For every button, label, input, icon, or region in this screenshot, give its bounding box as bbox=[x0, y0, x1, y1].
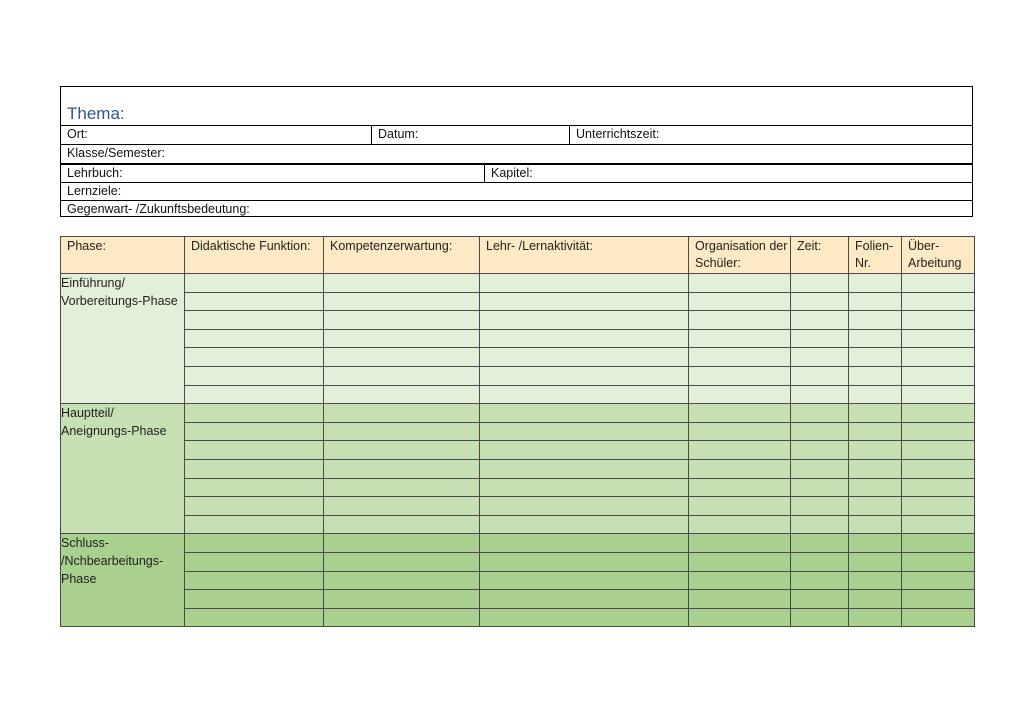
column-header-phase: Phase: bbox=[61, 237, 185, 274]
column-header-organisation: Organisation der Schüler: bbox=[689, 237, 791, 274]
entry-cell[interactable] bbox=[324, 552, 480, 571]
entry-cell[interactable] bbox=[689, 404, 791, 423]
column-header-folien-nr: Folien-Nr. bbox=[849, 237, 902, 274]
entry-cell[interactable] bbox=[480, 478, 689, 497]
entry-cell[interactable] bbox=[185, 571, 324, 590]
entry-cell[interactable] bbox=[324, 608, 480, 627]
table-row bbox=[61, 404, 975, 423]
entry-cell[interactable] bbox=[324, 366, 480, 385]
entry-cell[interactable] bbox=[849, 497, 902, 516]
lehrbuch-label: Lehrbuch: bbox=[67, 166, 123, 180]
table-row bbox=[61, 571, 975, 590]
entry-cell[interactable] bbox=[689, 422, 791, 441]
unterrichtszeit-field[interactable] bbox=[569, 126, 972, 144]
entry-cell[interactable] bbox=[902, 590, 975, 609]
entry-cell[interactable] bbox=[902, 459, 975, 478]
entry-cell[interactable] bbox=[902, 329, 975, 348]
entry-cell[interactable] bbox=[480, 422, 689, 441]
lehrbuch-field[interactable] bbox=[61, 165, 484, 182]
entry-cell[interactable] bbox=[849, 366, 902, 385]
entry-cell[interactable] bbox=[902, 478, 975, 497]
table-row bbox=[61, 422, 975, 441]
entry-cell[interactable] bbox=[185, 348, 324, 367]
entry-cell[interactable] bbox=[185, 404, 324, 423]
table-row bbox=[61, 311, 975, 330]
entry-cell[interactable] bbox=[791, 348, 849, 367]
entry-cell[interactable] bbox=[902, 441, 975, 460]
table-row bbox=[61, 497, 975, 516]
table-row bbox=[61, 515, 975, 534]
entry-cell[interactable] bbox=[849, 441, 902, 460]
entry-cell[interactable] bbox=[324, 590, 480, 609]
entry-cell[interactable] bbox=[324, 515, 480, 534]
entry-cell[interactable] bbox=[185, 274, 324, 293]
entry-cell[interactable] bbox=[689, 571, 791, 590]
entry-cell[interactable] bbox=[324, 441, 480, 460]
lesson-header-box bbox=[60, 86, 973, 217]
entry-cell[interactable] bbox=[689, 608, 791, 627]
entry-cell[interactable] bbox=[849, 459, 902, 478]
entry-cell[interactable] bbox=[902, 404, 975, 423]
table-row bbox=[61, 441, 975, 460]
entry-cell[interactable] bbox=[791, 329, 849, 348]
column-header-ueberarbeitung: Über-Arbeitung bbox=[902, 237, 975, 274]
entry-cell[interactable] bbox=[185, 441, 324, 460]
entry-cell[interactable] bbox=[791, 441, 849, 460]
entry-cell[interactable] bbox=[480, 571, 689, 590]
column-header-zeit: Zeit: bbox=[791, 237, 849, 274]
entry-cell[interactable] bbox=[902, 274, 975, 293]
entry-cell[interactable] bbox=[849, 552, 902, 571]
lehrbuch-kapitel-row bbox=[61, 163, 972, 182]
table-row bbox=[61, 552, 975, 571]
entry-cell[interactable] bbox=[480, 441, 689, 460]
entry-cell[interactable] bbox=[480, 404, 689, 423]
unterrichtszeit-label: Unterrichtszeit: bbox=[576, 127, 660, 141]
entry-cell[interactable] bbox=[689, 385, 791, 404]
entry-cell[interactable] bbox=[480, 534, 689, 553]
table-row bbox=[61, 459, 975, 478]
table-row bbox=[61, 385, 975, 404]
entry-cell[interactable] bbox=[185, 459, 324, 478]
entry-cell[interactable] bbox=[480, 385, 689, 404]
table-row bbox=[61, 366, 975, 385]
entry-cell[interactable] bbox=[849, 571, 902, 590]
thema-label: Thema: bbox=[67, 104, 125, 123]
entry-cell[interactable] bbox=[689, 441, 791, 460]
entry-cell[interactable] bbox=[324, 311, 480, 330]
entry-cell[interactable] bbox=[324, 329, 480, 348]
entry-cell[interactable] bbox=[480, 515, 689, 534]
entry-cell[interactable] bbox=[689, 459, 791, 478]
entry-cell[interactable] bbox=[791, 385, 849, 404]
entry-cell[interactable] bbox=[185, 590, 324, 609]
entry-cell[interactable] bbox=[480, 292, 689, 311]
bedeutung-field[interactable] bbox=[61, 201, 972, 217]
entry-cell[interactable] bbox=[480, 348, 689, 367]
entry-cell[interactable] bbox=[185, 515, 324, 534]
table-row bbox=[61, 329, 975, 348]
entry-cell[interactable] bbox=[902, 497, 975, 516]
entry-cell[interactable] bbox=[902, 608, 975, 627]
entry-cell[interactable] bbox=[185, 366, 324, 385]
entry-cell[interactable] bbox=[791, 534, 849, 553]
entry-cell[interactable] bbox=[791, 497, 849, 516]
entry-cell[interactable] bbox=[185, 497, 324, 516]
entry-cell[interactable] bbox=[902, 366, 975, 385]
entry-cell[interactable] bbox=[902, 422, 975, 441]
entry-cell[interactable] bbox=[791, 311, 849, 330]
table-row bbox=[61, 292, 975, 311]
entry-cell[interactable] bbox=[480, 590, 689, 609]
entry-cell[interactable] bbox=[791, 274, 849, 293]
entry-cell[interactable] bbox=[185, 311, 324, 330]
entry-cell[interactable] bbox=[185, 292, 324, 311]
table-row bbox=[61, 590, 975, 609]
entry-cell[interactable] bbox=[324, 274, 480, 293]
entry-cell[interactable] bbox=[324, 497, 480, 516]
klasse-label: Klasse/Semester: bbox=[67, 146, 165, 160]
table-row bbox=[61, 348, 975, 367]
entry-cell[interactable] bbox=[791, 590, 849, 609]
klasse-field[interactable] bbox=[61, 145, 972, 163]
entry-cell[interactable] bbox=[324, 404, 480, 423]
entry-cell[interactable] bbox=[849, 534, 902, 553]
entry-cell[interactable] bbox=[791, 478, 849, 497]
entry-cell[interactable] bbox=[185, 608, 324, 627]
entry-cell[interactable] bbox=[324, 292, 480, 311]
entry-cell[interactable] bbox=[849, 348, 902, 367]
entry-cell[interactable] bbox=[689, 329, 791, 348]
column-header-kompetenzerwartung: Kompetenzerwartung: bbox=[324, 237, 480, 274]
table-body bbox=[61, 274, 975, 627]
entry-cell[interactable] bbox=[185, 385, 324, 404]
column-header-didaktische-funktion: Didaktische Funktion: bbox=[185, 237, 324, 274]
entry-cell[interactable] bbox=[849, 422, 902, 441]
entry-cell[interactable] bbox=[902, 311, 975, 330]
entry-cell[interactable] bbox=[689, 366, 791, 385]
entry-cell[interactable] bbox=[185, 478, 324, 497]
kapitel-label: Kapitel: bbox=[491, 166, 533, 180]
entry-cell[interactable] bbox=[902, 534, 975, 553]
entry-cell[interactable] bbox=[185, 422, 324, 441]
column-header-lernaktivitaet: Lehr- /Lernaktivität: bbox=[480, 237, 689, 274]
lesson-plan-table bbox=[60, 236, 975, 627]
entry-cell[interactable] bbox=[902, 571, 975, 590]
entry-cell[interactable] bbox=[791, 366, 849, 385]
entry-cell[interactable] bbox=[791, 292, 849, 311]
entry-cell[interactable] bbox=[185, 552, 324, 571]
entry-cell[interactable] bbox=[791, 422, 849, 441]
entry-cell[interactable] bbox=[324, 459, 480, 478]
entry-cell[interactable] bbox=[849, 590, 902, 609]
ort-datum-zeit-row bbox=[61, 125, 972, 144]
lernziele-field[interactable] bbox=[61, 183, 972, 200]
entry-cell[interactable] bbox=[849, 404, 902, 423]
entry-cell[interactable] bbox=[902, 515, 975, 534]
entry-cell[interactable] bbox=[849, 385, 902, 404]
entry-cell[interactable] bbox=[689, 515, 791, 534]
entry-cell[interactable] bbox=[849, 608, 902, 627]
entry-cell[interactable] bbox=[689, 292, 791, 311]
entry-cell[interactable] bbox=[849, 311, 902, 330]
entry-cell[interactable] bbox=[480, 311, 689, 330]
entry-cell[interactable] bbox=[324, 571, 480, 590]
entry-cell[interactable] bbox=[480, 329, 689, 348]
phase-label-cell: Hauptteil/ Aneignungs-Phase bbox=[61, 404, 185, 534]
entry-cell[interactable] bbox=[902, 385, 975, 404]
entry-cell[interactable] bbox=[324, 385, 480, 404]
entry-cell[interactable] bbox=[480, 497, 689, 516]
lernziele-row bbox=[61, 182, 972, 200]
entry-cell[interactable] bbox=[689, 534, 791, 553]
entry-cell[interactable] bbox=[849, 478, 902, 497]
entry-cell[interactable] bbox=[791, 608, 849, 627]
entry-cell[interactable] bbox=[849, 329, 902, 348]
table-row bbox=[61, 478, 975, 497]
kapitel-field[interactable] bbox=[484, 165, 972, 182]
entry-cell[interactable] bbox=[689, 274, 791, 293]
entry-cell[interactable] bbox=[480, 608, 689, 627]
entry-cell[interactable] bbox=[324, 478, 480, 497]
bedeutung-row bbox=[61, 200, 972, 217]
bedeutung-label: Gegenwart- /Zukunftsbedeutung: bbox=[67, 202, 250, 216]
entry-cell[interactable] bbox=[324, 534, 480, 553]
entry-cell[interactable] bbox=[791, 404, 849, 423]
phase-label-cell: Einführung/ Vorbereitungs-Phase bbox=[61, 274, 185, 404]
entry-cell[interactable] bbox=[689, 348, 791, 367]
entry-cell[interactable] bbox=[902, 292, 975, 311]
entry-cell[interactable] bbox=[480, 366, 689, 385]
entry-cell[interactable] bbox=[791, 459, 849, 478]
entry-cell[interactable] bbox=[324, 348, 480, 367]
phase-label-cell: Schluss- /Nchbearbeitungs-Phase bbox=[61, 534, 185, 627]
datum-field[interactable] bbox=[371, 126, 569, 144]
entry-cell[interactable] bbox=[791, 571, 849, 590]
entry-cell[interactable] bbox=[185, 534, 324, 553]
entry-cell[interactable] bbox=[791, 515, 849, 534]
datum-label: Datum: bbox=[378, 127, 419, 141]
entry-cell[interactable] bbox=[689, 311, 791, 330]
entry-cell[interactable] bbox=[689, 590, 791, 609]
entry-cell[interactable] bbox=[849, 515, 902, 534]
entry-cell[interactable] bbox=[902, 552, 975, 571]
table-row bbox=[61, 274, 975, 293]
entry-cell[interactable] bbox=[480, 552, 689, 571]
entry-cell[interactable] bbox=[849, 274, 902, 293]
entry-cell[interactable] bbox=[902, 348, 975, 367]
table-header-row bbox=[61, 237, 975, 274]
table-row bbox=[61, 608, 975, 627]
entry-cell[interactable] bbox=[689, 552, 791, 571]
entry-cell[interactable] bbox=[185, 329, 324, 348]
ort-label: Ort: bbox=[67, 127, 88, 141]
entry-cell[interactable] bbox=[689, 497, 791, 516]
entry-cell[interactable] bbox=[791, 552, 849, 571]
ort-field[interactable] bbox=[61, 126, 371, 144]
entry-cell[interactable] bbox=[849, 292, 902, 311]
entry-cell[interactable] bbox=[480, 274, 689, 293]
entry-cell[interactable] bbox=[480, 459, 689, 478]
klasse-row bbox=[61, 144, 972, 163]
table-row bbox=[61, 534, 975, 553]
entry-cell[interactable] bbox=[324, 422, 480, 441]
lernziele-label: Lernziele: bbox=[67, 184, 122, 198]
entry-cell[interactable] bbox=[689, 478, 791, 497]
